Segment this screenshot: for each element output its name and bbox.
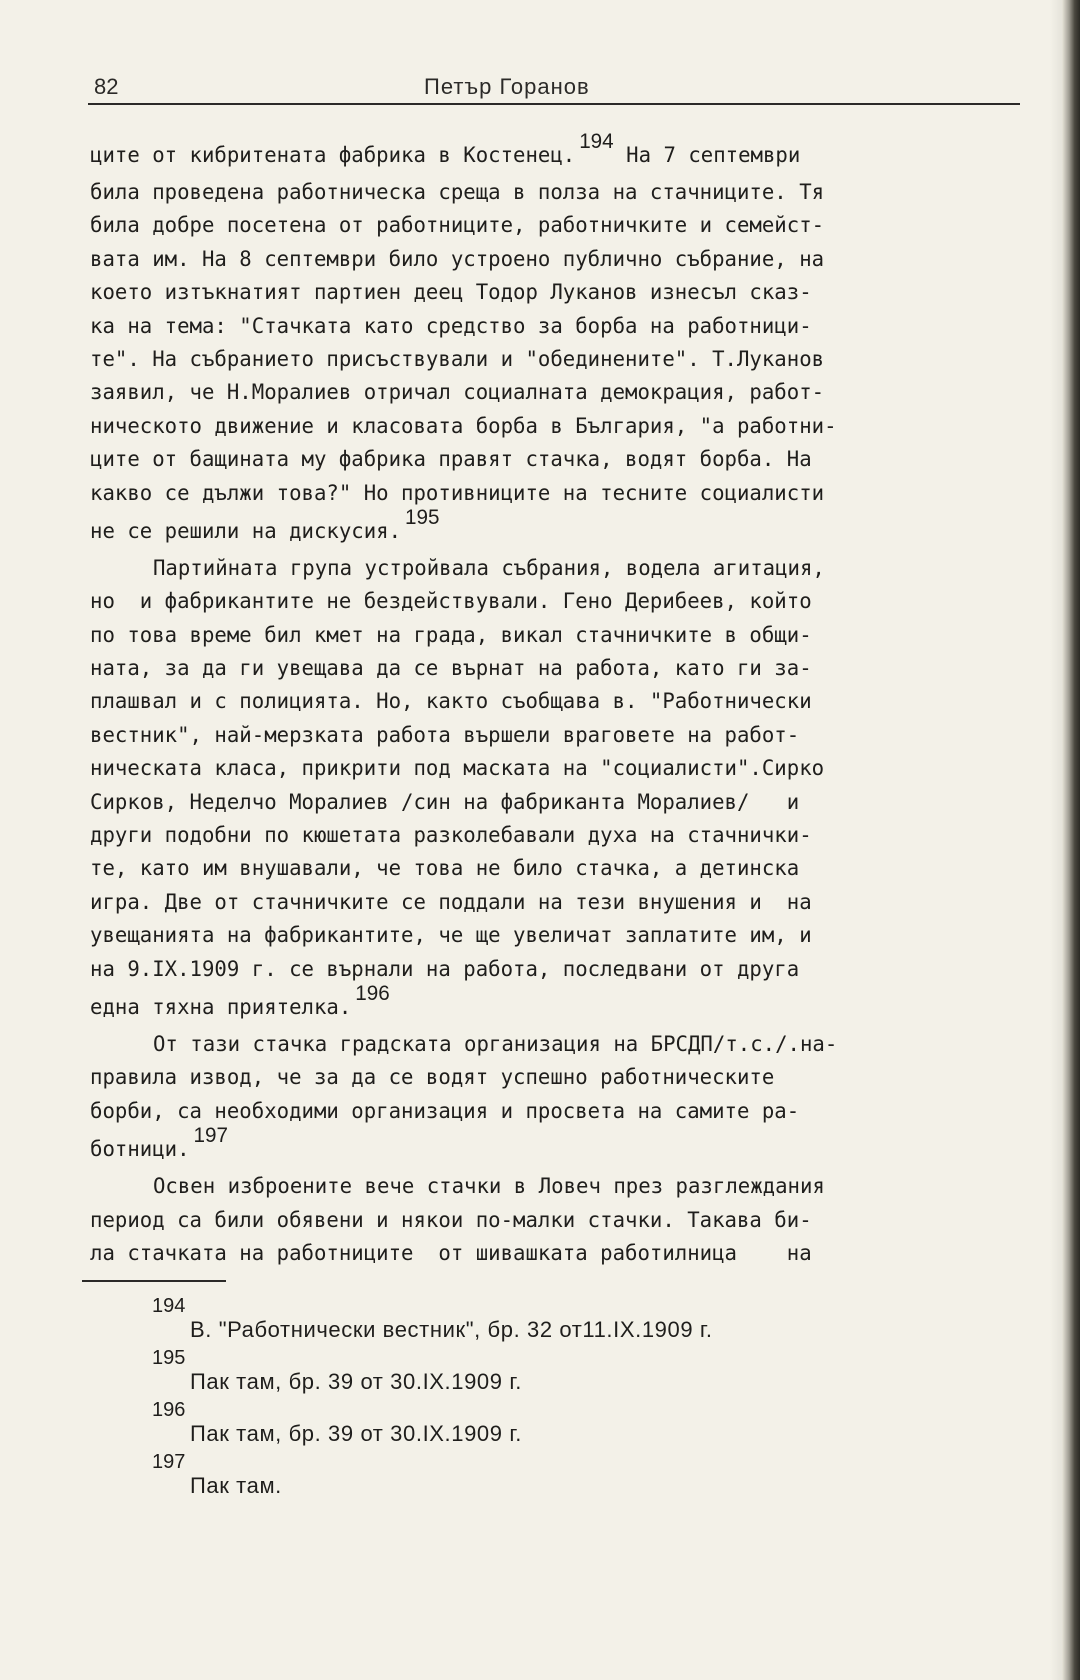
page-shadow (1050, 0, 1062, 1680)
line-text: по това време бил кмет на града, викал стачничките в общи- (90, 622, 812, 647)
line-text: ната, за да ги увещава да се върнат на работа, като ги за- (90, 656, 812, 681)
paragraph (90, 552, 1035, 1028)
text-line (90, 176, 1020, 209)
line-text-continued: На 7 септември (613, 143, 801, 167)
text-line (90, 1095, 1020, 1128)
line-text: какво се дължи това?" Но противниците на тесните социалисти (90, 480, 825, 505)
line-text: плашвал и с полицията. Но, както съобщава в. "Работнически (90, 689, 812, 714)
header-rule (88, 103, 1020, 105)
line-text: Сирков, Неделчо Моралиев /син на фабриканта Моралиев/ и (90, 789, 800, 814)
text-line (90, 443, 1020, 476)
footnotes (152, 1296, 1012, 1504)
line-text: на 9.IX.1909 г. се върнали на работа, последвани от друга (90, 956, 800, 981)
footnote-number: 196 (152, 1399, 186, 1421)
page-binding-edge (1062, 0, 1080, 1680)
text-line (90, 719, 1020, 752)
line-text: което изтъкнатият партиен деец Тодор Луканов изнесъл сказ- (90, 280, 812, 305)
line-text: но и фабрикантите не бездействували. Гено Дерибеев, който (90, 589, 812, 614)
line-text: ка на тема: "Стачката като средство за борба на работници- (90, 313, 812, 338)
footnote-text: Пак там, бр. 39 от 30.IX.1909 г. (190, 1369, 522, 1394)
footnote (152, 1400, 1012, 1452)
footnote (152, 1452, 1012, 1504)
line-text: други подобни по кюшетата разколебавали духа на стачнички- (90, 823, 812, 848)
line-text: била добре посетена от работниците, работничките и семейст- (90, 213, 825, 238)
line-text: Освен изброените вече стачки в Ловеч през разглеждания (152, 1174, 825, 1199)
text-line (90, 310, 1020, 343)
footnote-number: 194 (152, 1295, 186, 1317)
line-text: една тяхна приятелка. (90, 994, 352, 1019)
line-text: вата им. На 8 септември било устроено публично събрание, на (90, 246, 825, 271)
text-line (90, 886, 1020, 919)
text-line (90, 410, 1020, 443)
text-line (90, 981, 1020, 1028)
text-line (90, 852, 1020, 885)
text-line (90, 652, 1020, 685)
text-line (90, 552, 1020, 585)
text-line (90, 1061, 1020, 1094)
running-title: Петър Горанов (424, 74, 590, 99)
text-line (90, 243, 1020, 276)
page-number: 82 (94, 74, 119, 99)
line-text: те". На събранието присъствували и "обединените". Т.Луканов (90, 346, 825, 371)
footnote-text: Пак там, бр. 39 от 30.IX.1909 г. (190, 1421, 522, 1446)
text-line (90, 1237, 1020, 1270)
line-text: ла стачката на работниците от шивашката работилница на (90, 1240, 812, 1265)
paragraph (90, 1028, 1035, 1170)
line-text: игра. Две от стачничките се поддали на тези внушения и на (90, 889, 812, 914)
footnote-text: В. "Работнически вестник", бр. 32 от11.IX.1909 г. (190, 1317, 713, 1342)
text-line (90, 953, 1020, 986)
footnote-reference[interactable]: 195 (404, 505, 440, 529)
line-text: била проведена работническа среща в полза на стачниците. Тя (90, 180, 825, 204)
text-line (90, 209, 1020, 242)
line-text: ците от бащината му фабрика правят стачка, водят борба. На (90, 447, 812, 472)
paragraph (90, 1170, 1035, 1270)
text-line (90, 619, 1020, 652)
text-line (90, 1170, 1020, 1203)
line-text: период са били обявени и някои по-малки стачки. Такава би- (90, 1207, 812, 1232)
line-text: ническата класа, прикрити под маската на "социалисти".Сирко (90, 756, 825, 781)
line-text: борби, са необходими организация и просвета на самите ра- (90, 1098, 800, 1123)
line-text: ците от кибритената фабрика в Костенец. (90, 143, 576, 167)
footnote-number: 195 (152, 1347, 186, 1369)
text-line (90, 786, 1020, 819)
footnote-reference[interactable]: 197 (193, 1124, 228, 1148)
line-text: правила извод, че за да се водят успешно работническите (90, 1065, 775, 1090)
footnote (152, 1348, 1012, 1400)
line-text: заявил, че Н.Моралиев отричал социалната демокрация, работ- (90, 380, 825, 405)
line-text: увещанията на фабрикантите, че ще увеличат заплатите им, и (90, 923, 812, 948)
line-text: те, като им внушавали, че това не било стачка, а детинска (90, 856, 800, 881)
line-text: От тази стачка градската организация на БРСДП/т.с./.на- (152, 1031, 838, 1056)
paragraph (90, 130, 1035, 552)
footnote-number: 197 (152, 1451, 186, 1473)
line-text: вестник", най-мерзката работа вършели враговете на работ- (90, 722, 800, 747)
text-line (90, 130, 1020, 176)
text-line (90, 685, 1020, 718)
text-line (90, 276, 1020, 309)
text-line (90, 919, 1020, 952)
line-text: ботници. (90, 1137, 190, 1162)
footnote (152, 1296, 1012, 1348)
text-line (90, 1204, 1020, 1237)
text-line (90, 477, 1020, 510)
text-line (90, 585, 1020, 618)
body-text (90, 130, 1035, 1270)
text-line (90, 1124, 1020, 1170)
footnote-reference[interactable]: 196 (355, 981, 390, 1005)
text-line (90, 1028, 1020, 1061)
text-line (90, 343, 1020, 376)
line-text: Партийната група устройвала събрания, водела агитация, (152, 555, 825, 580)
text-line (90, 505, 1020, 552)
text-line (90, 819, 1020, 852)
footnote-text: Пак там. (190, 1473, 282, 1498)
page-header (88, 74, 1020, 104)
footnote-reference[interactable]: 194 (579, 130, 614, 153)
line-text: ническото движение и класовата борба в България, "а работни- (90, 413, 837, 438)
text-line (90, 752, 1020, 785)
text-line (90, 376, 1020, 409)
line-text: не се решили на дискусия. (90, 518, 402, 543)
